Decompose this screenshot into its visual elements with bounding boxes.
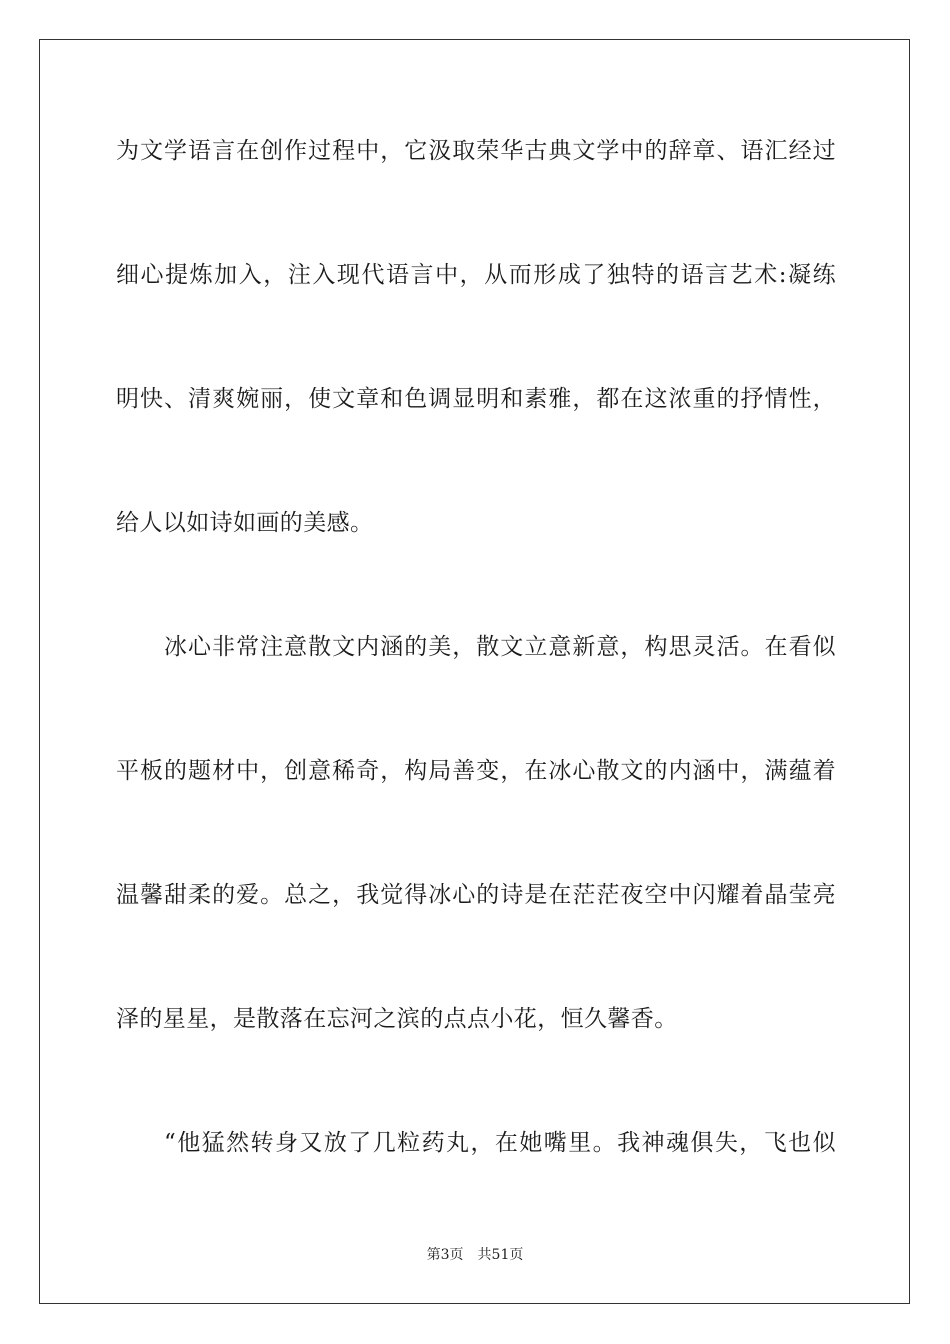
paragraph-line: 给人以如诗如画的美感。: [116, 510, 374, 536]
page-footer: [0, 1245, 950, 1265]
paragraph-first-line: “他猛然转身又放了几粒药丸，在她嘴里。我神魂俱失，飞也似: [164, 1130, 836, 1156]
paragraph-line: 泽的星星，是散落在忘河之滨的点点小花，恒久馨香。: [116, 1006, 678, 1032]
page-border: [39, 39, 910, 1304]
paragraph-line: 温馨甜柔的爱。总之，我觉得冰心的诗是在茫茫夜空中闪耀着晶莹亮: [116, 882, 836, 908]
page-total: 共51页: [477, 1247, 524, 1263]
page-number: 第3页: [426, 1247, 464, 1263]
paragraph-first-line: 冰心非常注意散文内涵的美，散文立意新意，构思灵活。在看似: [164, 634, 836, 660]
paragraph-line: 平板的题材中，创意稀奇，构局善变，在冰心散文的内涵中，满蕴着: [116, 758, 836, 784]
paragraph-line: 为文学语言在创作过程中，它汲取荣华古典文学中的辞章、语汇经过: [116, 138, 836, 164]
paragraph-line: 明快、清爽婉丽，使文章和色调显明和素雅，都在这浓重的抒情性，: [116, 386, 836, 412]
paragraph-line: 细心提炼加入，注入现代语言中，从而形成了独特的语言艺术:凝练: [116, 262, 836, 288]
